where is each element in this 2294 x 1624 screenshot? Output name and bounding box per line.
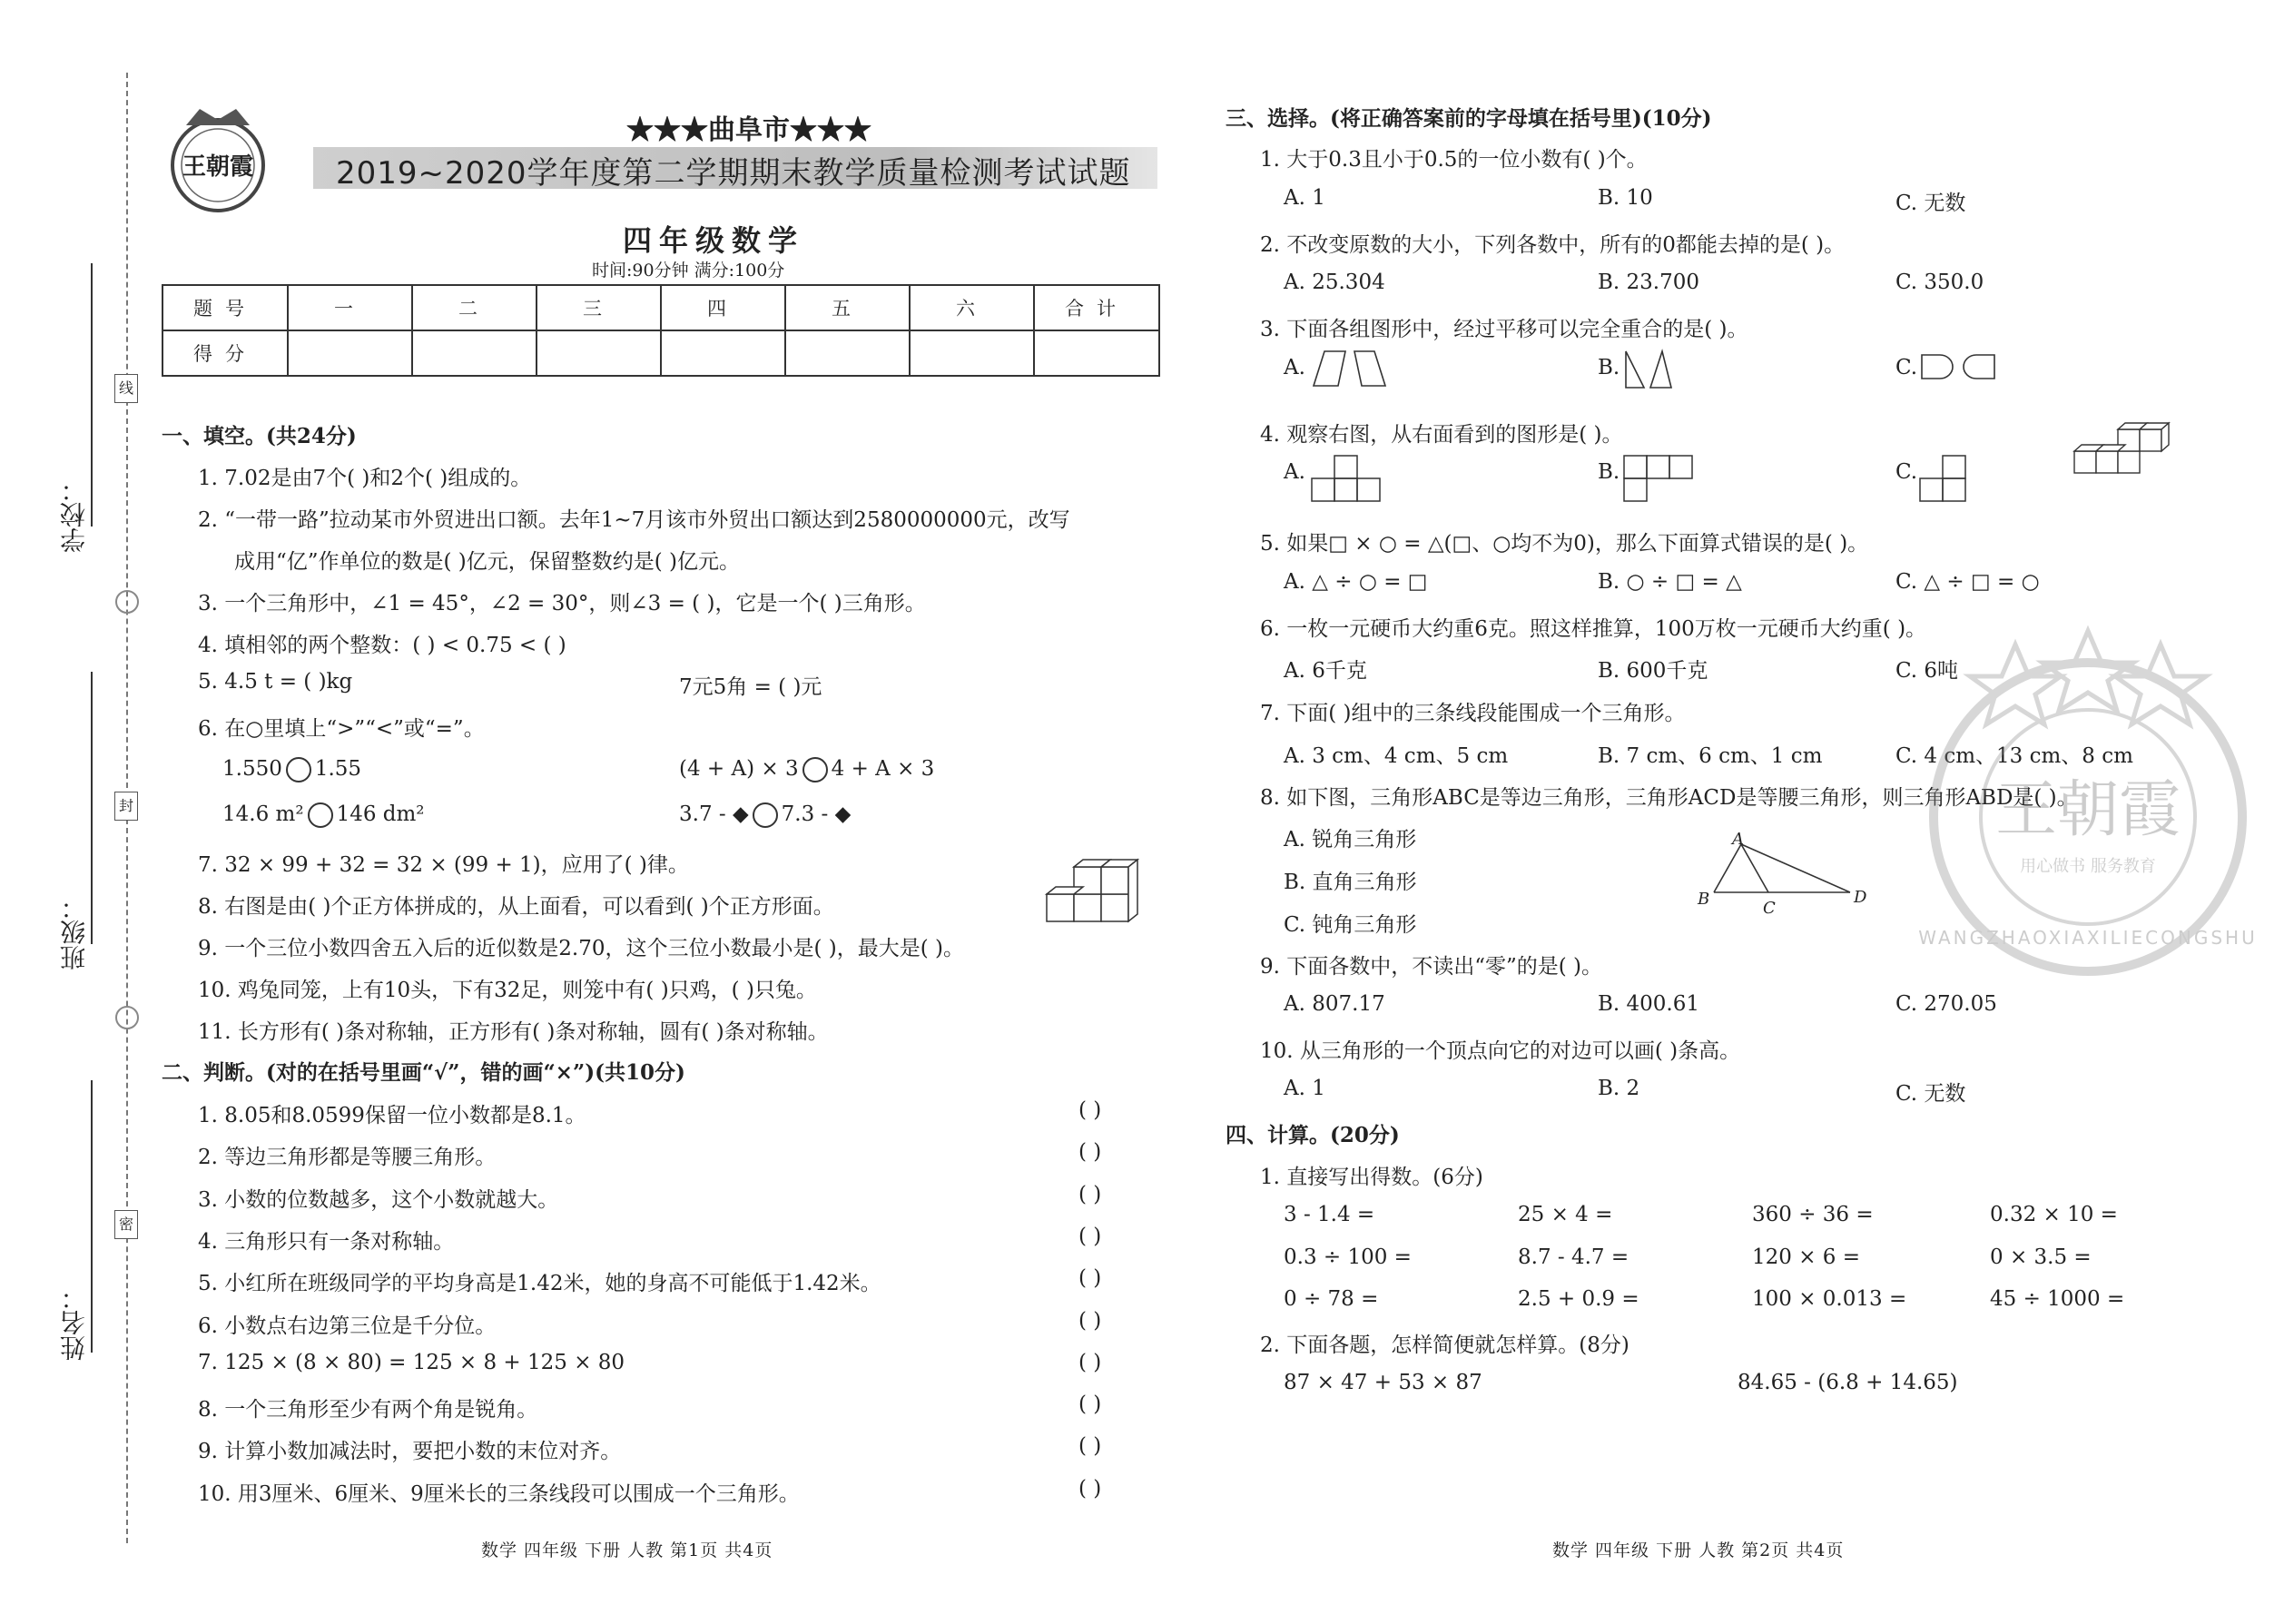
judge-item: 7. 125 × (8 × 80) = 125 × 8 + 125 × 80 (198, 1350, 625, 1374)
p3-q6-optC[interactable]: C. 6吨 (1895, 659, 1959, 683)
vertex-a-label: A (1732, 830, 1744, 849)
p1-q6b (679, 757, 934, 782)
binding-strip (0, 0, 159, 1624)
judge-item: 4. 三角形只有一条对称轴。 (198, 1229, 455, 1254)
p1-q5b: 7元5角 = ( )元 (679, 675, 822, 699)
score-header-cell: 合计 (1034, 285, 1159, 330)
p1-q6a (222, 757, 361, 782)
p1-q8: 8. 右图是由( )个正方体拼成的，从上面看，可以看到( )个正方形面。 (198, 895, 834, 919)
binding-hole-icon (115, 1006, 139, 1029)
judge-item: 3. 小数的位数越多，这个小数就越大。 (198, 1187, 559, 1212)
vertex-c-label: C (1763, 899, 1776, 918)
judge-answer-paren[interactable]: ( ) (1078, 1224, 1102, 1248)
p3-q5: 5. 如果□ × ○ = △(□、○均不为0)，那么下面算式错误的是( )。 (1260, 532, 1869, 556)
score-cell[interactable] (785, 330, 910, 376)
p3-q6: 6. 一枚一元硬币大约重6克。照这样推算，100万枚一元硬币大约重( )。 (1260, 617, 1927, 641)
p3-q10-optC[interactable]: C. 无数 (1895, 1082, 1966, 1106)
judge-item: 2. 等边三角形都是等腰三角形。 (198, 1146, 497, 1170)
exam-title: 2019~2020学年度第二学期期末教学质量检测考试试题 (336, 155, 1131, 192)
cube-view-figure (2070, 410, 2170, 487)
calc-item: 100 × 0.013 = (1752, 1287, 1907, 1311)
score-table (162, 284, 1160, 377)
time-info: 时间:90分钟 满分:100分 (592, 261, 785, 281)
p1-q11: 11. 长方形有( )条对称轴，正方形有( )条对称轴，圆有( )条对称轴。 (198, 1020, 829, 1044)
calc-item: 0.32 × 10 = (1990, 1203, 2118, 1226)
judge-answer-paren[interactable]: ( ) (1078, 1140, 1102, 1165)
part1-title: 一、填空。(共24分) (162, 424, 357, 448)
p3-q2-optC[interactable]: C. 350.0 (1895, 271, 1984, 294)
judge-answer-paren[interactable]: ( ) (1078, 1350, 1102, 1374)
judge-item: 6. 小数点右边第三位是千分位。 (198, 1314, 497, 1338)
compare-left: 3.7 - ◆ (679, 802, 749, 826)
p3-q5-optC[interactable]: C. △ ÷ □ = ○ (1895, 570, 2040, 594)
p4-e1: 87 × 47 + 53 × 87 (1284, 1371, 1482, 1394)
judge-item: 5. 小红所在班级同学的平均身高是1.42米，她的身高不可能低于1.42米。 (198, 1272, 881, 1296)
subject-title: 四年级数学 (623, 223, 805, 258)
p4-e2: 84.65 - (6.8 + 14.65) (1738, 1371, 1958, 1394)
school-label: 学校： (59, 477, 89, 553)
p1-q5a: 5. 4.5 t = ( )kg (198, 670, 353, 694)
p1-q9: 9. 一个三位小数四舍五入后的近似数是2.70，这个三位小数最小是( )，最大是( )。 (198, 937, 964, 960)
p1-q6: 6. 在○里填上“>”“<”或“=”。 (198, 717, 485, 741)
name-label: 姓名： (59, 1284, 89, 1361)
compare-right: 146 dm² (336, 802, 425, 826)
semicircle-pair-figure (1917, 352, 2001, 385)
score-header-cell: 五 (785, 285, 910, 330)
watermark-slogan: 用心做书 服务教育 (2020, 857, 2156, 876)
mark-xian: 线 (114, 374, 138, 403)
p3-q4-optC[interactable]: C. (1895, 460, 1918, 484)
p3-q10: 10. 从三角形的一个顶点向它的对边可以画( )条高。 (1260, 1039, 1741, 1063)
p3-q8-optB[interactable]: B. 直角三角形 (1284, 871, 1417, 894)
p1-q10: 10. 鸡兔同笼，上有10头，下有32足，则笼中有( )只鸡，( )只兔。 (198, 979, 817, 1002)
judge-answer-paren[interactable]: ( ) (1078, 1434, 1102, 1459)
compare-left: (4 + A) × 3 (679, 757, 799, 781)
score-cell[interactable] (661, 330, 785, 376)
p3-q10-optB[interactable]: B. 2 (1598, 1077, 1640, 1100)
vertex-d-label: D (1854, 888, 1867, 907)
p3-q7-optA[interactable]: A. 3 cm、4 cm、5 cm (1284, 744, 1509, 768)
calc-item: 0.3 ÷ 100 = (1284, 1245, 1412, 1269)
score-table-score-row (162, 330, 1159, 376)
p3-q2-optB[interactable]: B. 23.700 (1598, 271, 1700, 294)
city-heading: ★★★曲阜市★★★ (626, 114, 871, 146)
compare-right: 1.55 (314, 757, 362, 781)
vertex-b-label: B (1698, 890, 1710, 909)
p3-q1-optA[interactable]: A. 1 (1284, 186, 1325, 210)
p3-q7-optC[interactable]: C. 4 cm、13 cm、8 cm (1895, 744, 2133, 768)
brand-logo (168, 100, 268, 218)
p3-q5-optA[interactable]: A. △ ÷ ○ = □ (1284, 570, 1428, 594)
calc-item: 25 × 4 = (1518, 1203, 1613, 1226)
p3-q8: 8. 如下图，三角形ABC是等边三角形，三角形ACD是等腰三角形，则三角形ABD是( )。 (1260, 786, 2078, 810)
score-header-cell: 题号 (162, 285, 288, 330)
p3-q2-optA[interactable]: A. 25.304 (1284, 271, 1385, 294)
triangle-pair-figure (1621, 347, 1676, 396)
p3-q9: 9. 下面各数中，不读出“零”的是( )。 (1260, 955, 1603, 979)
p3-q2: 2. 不改变原数的大小，下列各数中，所有的0都能去掉的是( )。 (1260, 233, 1846, 257)
p3-q9-optA[interactable]: A. 807.17 (1284, 992, 1385, 1016)
score-cell[interactable] (288, 330, 412, 376)
p3-q9-optC[interactable]: C. 270.05 (1895, 992, 1997, 1016)
watermark-name: 王朝霞 (1994, 774, 2181, 846)
judge-item: 1. 8.05和8.0599保留一位小数都是8.1。 (198, 1104, 586, 1127)
p3-q6-optA[interactable]: A. 6千克 (1284, 659, 1367, 683)
compare-right: 7.3 - ◆ (781, 802, 852, 826)
judge-answer-paren[interactable]: ( ) (1078, 1098, 1102, 1122)
compare-circle-icon[interactable] (286, 757, 311, 782)
compare-left: 1.550 (222, 757, 282, 781)
p3-q4: 4. 观察右图，从右面看到的图形是( )。 (1260, 423, 1623, 447)
score-cell[interactable] (1034, 330, 1159, 376)
p3-q9-optB[interactable]: B. 400.61 (1598, 992, 1700, 1016)
p3-q5-optB[interactable]: B. ○ ÷ □ = △ (1598, 570, 1742, 594)
watermark-ring-text: WANGZHAOXIAXILIECONGSHU (1918, 927, 2258, 949)
score-header-cell: 六 (910, 285, 1034, 330)
calc-item: 360 ÷ 36 = (1752, 1203, 1874, 1226)
score-cell[interactable] (910, 330, 1034, 376)
compare-circle-icon[interactable] (802, 757, 828, 782)
compare-left: 14.6 m² (222, 802, 304, 826)
judge-answer-paren[interactable]: ( ) (1078, 1476, 1102, 1501)
p1-q3: 3. 一个三角形中，∠1 = 45°，∠2 = 30°，则∠3 = ( )，它是一个( )三角形。 (198, 592, 926, 615)
judge-answer-paren[interactable]: ( ) (1078, 1393, 1102, 1417)
p3-q7: 7. 下面( )组中的三条线段能围成一个三角形。 (1260, 702, 1686, 725)
compare-circle-icon[interactable] (308, 802, 333, 828)
watermark-seal (1915, 626, 2260, 975)
p1-q2a: 2. “一带一路”拉动某市外贸进出口额。去年1~7月该市外贸出口额达到2580000000元，改写 (198, 508, 1070, 532)
part3-title: 三、选择。(将正确答案前的字母填在括号里)(10分) (1226, 106, 1712, 131)
calc-item: 2.5 + 0.9 = (1518, 1287, 1639, 1311)
score-header-cell: 一 (288, 285, 412, 330)
cube-stack-figure (1042, 849, 1142, 934)
p1-q1: 1. 7.02是由7个( )和2个( )组成的。 (198, 467, 532, 490)
calc-item: 3 - 1.4 = (1284, 1203, 1375, 1226)
p3-q3-optC[interactable]: C. (1895, 356, 1918, 379)
p3-q1-optB[interactable]: B. 10 (1598, 186, 1653, 210)
calc-item: 0 × 3.5 = (1990, 1245, 2092, 1269)
p1-q6d (679, 802, 851, 828)
logo-text: 王朝霞 (182, 153, 254, 181)
p3-q8-optA[interactable]: A. 锐角三角形 (1284, 828, 1417, 851)
p3-q8-optC[interactable]: C. 钝角三角形 (1284, 913, 1417, 937)
mark-feng: 封 (114, 792, 138, 821)
calc-item: 45 ÷ 1000 = (1990, 1287, 2125, 1311)
part2-title: 二、判断。(对的在括号里画“√”，错的画“×”)(共10分) (162, 1060, 685, 1085)
view-shape-c (1919, 454, 1970, 508)
score-table-header-row (162, 285, 1159, 330)
judge-item: 10. 用3厘米、6厘米、9厘米长的三条线段可以围成一个三角形。 (198, 1481, 800, 1506)
view-shape-a (1311, 454, 1383, 508)
p3-q3-optB[interactable]: B. (1598, 356, 1620, 379)
mark-mi: 密 (114, 1210, 138, 1239)
p1-q7: 7. 32 × 99 + 32 = 32 × (99 + 1)，应用了( )律。 (198, 853, 689, 877)
p3-q3-optA[interactable]: A. (1284, 356, 1305, 379)
p3-q4-optA[interactable]: A. (1284, 460, 1305, 484)
compare-right: 4 + A × 3 (831, 757, 935, 781)
judge-item: 8. 一个三角形至少有两个角是锐角。 (198, 1398, 538, 1422)
triangle-abd-figure (1698, 830, 1870, 928)
compare-circle-icon[interactable] (753, 802, 778, 828)
p3-q1-optC[interactable]: C. 无数 (1895, 192, 1966, 215)
judge-answer-paren[interactable]: ( ) (1078, 1266, 1102, 1291)
p3-q4-optB[interactable]: B. (1598, 460, 1620, 484)
p1-q6c (222, 802, 425, 828)
calc-item: 8.7 - 4.7 = (1518, 1245, 1629, 1269)
footer-page2: 数学 四年级 下册 人教 第2页 共4页 (1552, 1540, 1845, 1560)
score-header-cell: 四 (661, 285, 785, 330)
view-shape-b (1623, 454, 1696, 508)
score-cell[interactable] (537, 330, 661, 376)
p3-q3: 3. 下面各组图形中，经过平移可以完全重合的是( )。 (1260, 318, 1748, 341)
p3-q10-optA[interactable]: A. 1 (1284, 1077, 1325, 1100)
calc-item: 0 ÷ 78 = (1284, 1287, 1379, 1311)
class-label: 班级： (59, 894, 89, 970)
p3-q1: 1. 大于0.3且小于0.5的一位小数有( )个。 (1260, 148, 1648, 172)
trapezoid-pair-figure (1311, 347, 1388, 394)
score-header-cell: 二 (412, 285, 537, 330)
judge-answer-paren[interactable]: ( ) (1078, 1182, 1102, 1206)
p1-q4: 4. 填相邻的两个整数：( ) < 0.75 < ( ) (198, 634, 566, 657)
part4-title: 四、计算。(20分) (1226, 1123, 1400, 1147)
calc-item: 120 × 6 = (1752, 1245, 1861, 1269)
binding-hole-icon (115, 590, 139, 614)
score-row-label: 得分 (162, 330, 288, 376)
footer-page1: 数学 四年级 下册 人教 第1页 共4页 (481, 1540, 773, 1560)
p4-s2: 2. 下面各题，怎样简便就怎样算。(8分) (1260, 1334, 1629, 1357)
score-header-cell: 三 (537, 285, 661, 330)
judge-answer-paren[interactable]: ( ) (1078, 1308, 1102, 1333)
p4-s1: 1. 直接写出得数。(6分) (1260, 1166, 1483, 1189)
p3-q6-optB[interactable]: B. 600千克 (1598, 659, 1708, 683)
score-cell[interactable] (412, 330, 537, 376)
p1-q2b: 成用“亿”作单位的数是( )亿元，保留整数约是( )亿元。 (234, 550, 741, 574)
p3-q7-optB[interactable]: B. 7 cm、6 cm、1 cm (1598, 744, 1823, 768)
judge-item: 9. 计算小数加减法时，要把小数的末位对齐。 (198, 1440, 622, 1464)
